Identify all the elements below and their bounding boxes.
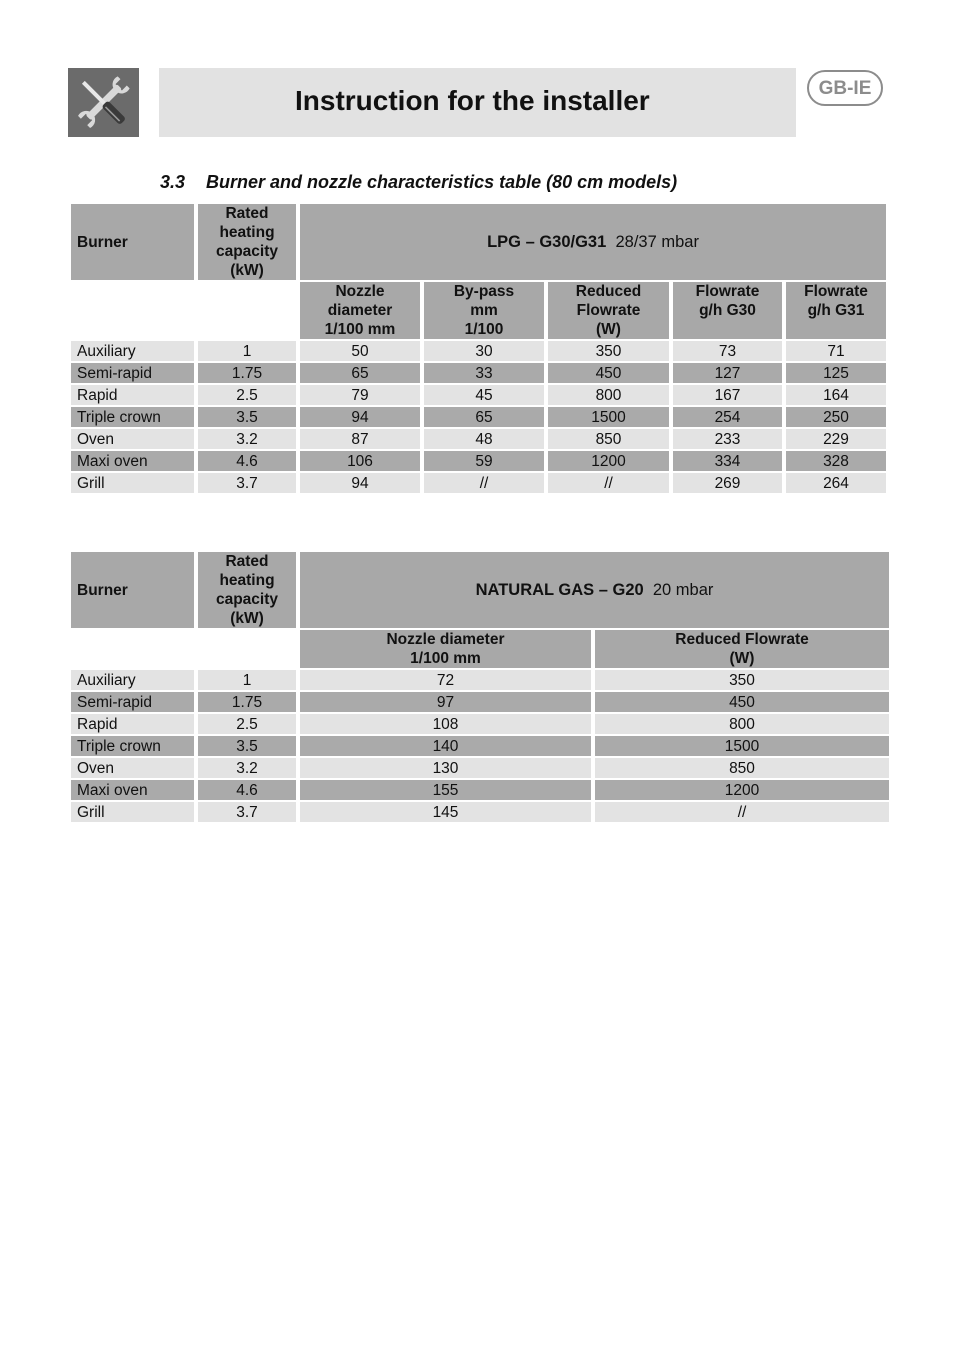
burner-header: Burner bbox=[71, 204, 194, 280]
capacity-header: Rated heating capacity (kW) bbox=[198, 552, 296, 628]
table-row: Triple crown 3.5 94 65 1500 254 250 bbox=[71, 407, 886, 427]
table-row: Grill 3.7 145 // bbox=[71, 802, 889, 822]
natural-gas-group-header: NATURAL GAS – G20 20 mbar bbox=[300, 552, 889, 628]
lpg-group-header: LPG – G30/G31 28/37 mbar bbox=[300, 204, 886, 280]
capacity-header: Rated heating capacity (kW) bbox=[198, 204, 296, 280]
column-header-reduced-flowrate: Reduced Flowrate (W) bbox=[548, 282, 669, 339]
table-row: Maxi oven 4.6 155 1200 bbox=[71, 780, 889, 800]
column-header-nozzle: Nozzle diameter 1/100 mm bbox=[300, 282, 420, 339]
table-row: Triple crown 3.5 140 1500 bbox=[71, 736, 889, 756]
title-bar bbox=[159, 68, 796, 137]
column-header-flowrate-g30: Flowrate g/h G30 bbox=[673, 282, 782, 339]
page-title: Instruction for the installer bbox=[295, 85, 650, 116]
natural-gas-nozzle-table bbox=[67, 550, 893, 824]
table-row: Rapid 2.5 108 800 bbox=[71, 714, 889, 734]
country-badge: GB-IE bbox=[807, 70, 883, 106]
lpg-nozzle-table bbox=[67, 202, 890, 495]
table-row: Oven 3.2 130 850 bbox=[71, 758, 889, 778]
section-heading bbox=[160, 172, 677, 193]
column-header-reduced-flowrate: Reduced Flowrate (W) bbox=[595, 630, 889, 668]
column-header-flowrate-g31: Flowrate g/h G31 bbox=[786, 282, 886, 339]
table-row: Semi-rapid 1.75 97 450 bbox=[71, 692, 889, 712]
section-number: 3.3 bbox=[160, 172, 186, 192]
table-row: Maxi oven 4.6 106 59 1200 334 328 bbox=[71, 451, 886, 471]
table-row: Auxiliary 1 50 30 350 73 71 bbox=[71, 341, 886, 361]
tools-icon bbox=[68, 68, 139, 137]
section-title: Burner and nozzle characteristics table (80 cm models) bbox=[206, 172, 678, 192]
table-row: Semi-rapid 1.75 65 33 450 127 125 bbox=[71, 363, 886, 383]
column-header-bypass: By-pass mm 1/100 bbox=[424, 282, 544, 339]
table-row: Rapid 2.5 79 45 800 167 164 bbox=[71, 385, 886, 405]
burner-header: Burner bbox=[71, 552, 194, 628]
table-row: Grill 3.7 94 // // 269 264 bbox=[71, 473, 886, 493]
table-row: Auxiliary 1 72 350 bbox=[71, 670, 889, 690]
wrench-screwdriver-icon bbox=[68, 68, 139, 137]
column-header-nozzle: Nozzle diameter 1/100 mm bbox=[300, 630, 591, 668]
table-row: Oven 3.2 87 48 850 233 229 bbox=[71, 429, 886, 449]
